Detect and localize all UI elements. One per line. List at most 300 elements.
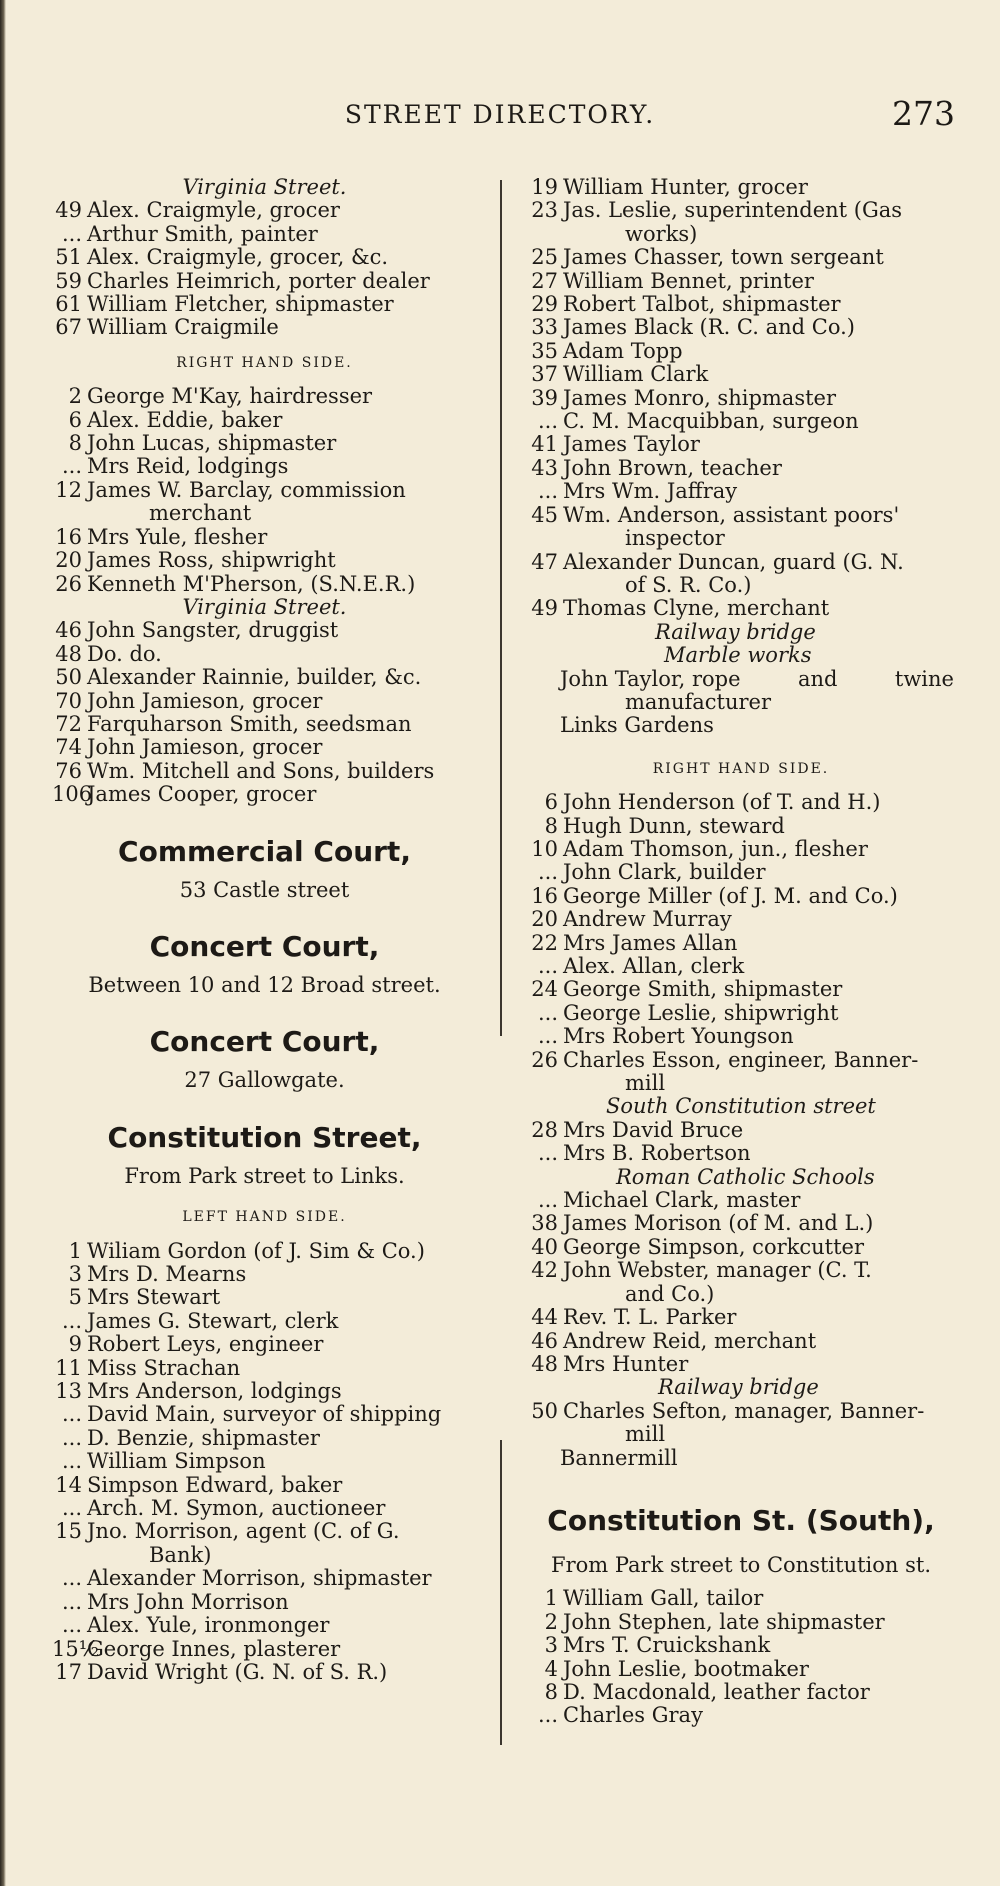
street-number: 49 <box>531 596 558 621</box>
entry-row <box>52 1286 477 1309</box>
entry-list <box>528 1119 954 1166</box>
section-title: Constitution St. (South), <box>547 1503 935 1537</box>
street-number: 76 <box>55 758 82 783</box>
entry-row <box>52 643 477 666</box>
entry-text: Alex. Yule, ironmonger <box>87 1613 330 1638</box>
street-number: 14 <box>55 1472 82 1497</box>
entry-text: and <box>797 666 838 691</box>
entry-row <box>528 410 954 433</box>
entry-text: John Henderson (of T. and H.) <box>563 790 881 815</box>
entry-row <box>52 736 477 759</box>
entry-row <box>52 1263 477 1286</box>
street-number: 28 <box>531 1117 558 1142</box>
street-number: ... <box>61 1496 82 1521</box>
street-number: 41 <box>531 432 558 457</box>
street-number: ... <box>537 409 558 434</box>
entry-text: Charles Heimrich, porter dealer <box>87 268 430 293</box>
entry-row <box>528 815 954 838</box>
entry-row <box>528 1330 954 1353</box>
street-number: 17 <box>55 1659 82 1684</box>
entry-row <box>52 1333 477 1356</box>
entry-text: Simpson Edward, baker <box>87 1472 343 1497</box>
entry-text: John Taylor, rope <box>560 666 741 691</box>
entry-text: Adam Thomson, jun., flesher <box>563 836 868 861</box>
entry-text: Mrs James Allan <box>563 930 738 955</box>
section-title: Concert Court, <box>149 1025 380 1059</box>
street-number: 26 <box>55 571 82 596</box>
entry-text: John Clark, builder <box>563 860 766 885</box>
entry-text: Mrs D. Mearns <box>87 1262 247 1286</box>
entry-text: John Leslie, bootmaker <box>563 1656 809 1681</box>
entry-text: Arthur Smith, painter <box>87 221 318 246</box>
landmark-label: Marble works <box>664 643 812 668</box>
entry-text: George Simpson, corkcutter <box>563 1234 864 1259</box>
street-number: 20 <box>531 907 558 932</box>
street-number: 61 <box>55 292 82 317</box>
entry-row <box>528 1236 954 1259</box>
entry-row <box>52 1427 477 1450</box>
entry-row <box>528 363 954 386</box>
entry-text: John Stephen, late shipmaster <box>563 1609 885 1634</box>
entry-list <box>52 385 477 596</box>
entry-text: C. M. Macquibban, surgeon <box>563 409 859 434</box>
street-number: 45 <box>531 502 558 527</box>
entry-continuation: mill <box>625 1071 666 1096</box>
entry-text: Farquharson Smith, seedsman <box>87 711 412 736</box>
street-number: 49 <box>55 198 82 223</box>
entry-row <box>528 1611 954 1634</box>
entry-text: John Jamieson, grocer <box>87 688 323 713</box>
entry-text: Mrs B. Robertson <box>563 1141 751 1166</box>
street-number: 74 <box>55 735 82 760</box>
entry-row <box>52 760 477 783</box>
entry-row <box>528 1306 954 1329</box>
entry-text: Wm. Mitchell and Sons, builders <box>87 758 435 783</box>
entry-text: John Sangster, druggist <box>87 618 339 643</box>
entry-text: Rev. T. L. Parker <box>563 1305 737 1330</box>
street-number: 43 <box>531 455 558 480</box>
street-number: 3 <box>68 1262 82 1286</box>
street-number: 22 <box>531 930 558 955</box>
street-number: ... <box>61 1449 82 1474</box>
entry-text: William Gall, tailor <box>563 1586 764 1611</box>
street-subheading: Virginia Street. <box>182 594 347 619</box>
entry-text: Adam Topp <box>563 338 683 363</box>
section-subtitle: From Park street to Links. <box>124 1163 405 1188</box>
entry-row <box>52 1450 477 1473</box>
entry-text: James Monro, shipmaster <box>563 385 837 410</box>
left-column <box>52 176 477 1684</box>
entry-text: Hugh Dunn, steward <box>563 813 785 838</box>
street-number: 39 <box>531 385 558 410</box>
landmark-label: Roman Catholic Schools <box>616 1164 875 1189</box>
entry-text: Charles Esson, engineer, Banner- <box>563 1047 919 1072</box>
entry-text: William Craigmile <box>87 315 279 340</box>
street-number: ... <box>537 860 558 885</box>
street-number: 59 <box>55 268 82 293</box>
entry-text: George M'Kay, hairdresser <box>87 384 373 409</box>
entry-text: Alex. Craigmyle, grocer <box>87 198 340 223</box>
entry-row <box>528 199 954 222</box>
entry-row <box>528 861 954 884</box>
entry-row <box>528 387 954 410</box>
entry-text: James G. Stewart, clerk <box>87 1308 339 1333</box>
street-number: 37 <box>531 362 558 387</box>
entry-row <box>528 791 954 814</box>
street-number: 3 <box>544 1633 558 1658</box>
entry-row <box>52 1403 477 1426</box>
entry-text: Alexander Morrison, shipmaster <box>87 1566 432 1591</box>
street-number: ... <box>61 454 82 479</box>
entry-row <box>52 1567 477 1590</box>
entry-text: Jas. Leslie, superintendent (Gas <box>563 198 903 223</box>
street-number: ... <box>61 1589 82 1614</box>
entry-text: David Wright (G. N. of S. R.) <box>87 1659 388 1684</box>
entry-text: Alexander Rainnie, builder, &c. <box>87 665 422 690</box>
entry-row <box>528 551 954 574</box>
street-number: 72 <box>55 711 82 736</box>
street-number: 38 <box>531 1211 558 1236</box>
street-number: 25 <box>531 245 558 270</box>
entry-text: James Morison (of M. and L.) <box>563 1211 874 1236</box>
side-heading: LEFT HAND SIDE. <box>182 1209 347 1226</box>
entry-text: Links Gardens <box>560 713 714 738</box>
street-number: 12 <box>55 477 82 502</box>
entry-text: Andrew Murray <box>563 907 732 932</box>
column-divider-lower <box>500 1440 502 1745</box>
landmark-label: South Constitution street <box>606 1094 876 1119</box>
entry-text: Alex. Craigmyle, grocer, &c. <box>87 245 389 270</box>
street-number: 67 <box>55 315 82 340</box>
entry-row <box>52 1661 477 1684</box>
entry-row <box>528 340 954 363</box>
entry-row <box>52 1240 477 1263</box>
entry-row <box>52 1497 477 1520</box>
section-title: Constitution Street, <box>107 1120 422 1154</box>
entry-row <box>52 549 477 572</box>
entry-list <box>528 791 954 1095</box>
entry-text: Alexander Duncan, guard (G. N. <box>563 549 904 574</box>
entry-row <box>528 668 954 691</box>
street-number: 20 <box>55 548 82 573</box>
entry-text: Bannermill <box>560 1445 678 1470</box>
side-heading: RIGHT HAND SIDE. <box>652 760 830 777</box>
entry-row <box>52 1638 477 1661</box>
entry-row <box>528 457 954 480</box>
entry-text: James Black (R. C. and Co.) <box>563 315 855 340</box>
entry-row <box>528 1212 954 1235</box>
street-number: 48 <box>531 1351 558 1376</box>
street-number: 26 <box>531 1047 558 1072</box>
entry-row <box>52 455 477 478</box>
entry-text: James Chasser, town sergeant <box>563 245 884 270</box>
section-subtitle: 53 Castle street <box>179 877 350 902</box>
street-number: 4 <box>544 1656 558 1681</box>
street-number: 8 <box>544 813 558 838</box>
entry-row <box>528 1189 954 1212</box>
entry-row <box>528 1142 954 1165</box>
entry-row <box>528 1025 954 1048</box>
entry-list <box>528 1400 954 1447</box>
entry-text: twine <box>894 666 954 691</box>
entry-text: George Leslie, shipwright <box>563 1000 839 1025</box>
entry-list <box>52 199 477 339</box>
entry-continuation: Bank) <box>149 1542 212 1567</box>
entry-row <box>528 597 954 620</box>
entry-text: Wm. Anderson, assistant poors' <box>563 502 900 527</box>
entry-text: Thomas Clyne, merchant <box>563 596 830 621</box>
street-number: 23 <box>531 198 558 223</box>
entry-row <box>52 1614 477 1637</box>
section-title: Commercial Court, <box>118 834 411 868</box>
entry-row <box>528 1658 954 1681</box>
entry-text: George Innes, plasterer <box>87 1636 341 1661</box>
street-number: 19 <box>531 175 558 199</box>
page-binding-edge <box>0 0 6 1886</box>
entry-list <box>52 619 477 806</box>
section-subtitle: 27 Gallowgate. <box>184 1068 345 1093</box>
page-number: 273 <box>892 94 955 133</box>
entry-row <box>52 199 477 222</box>
side-heading: RIGHT HAND SIDE. <box>176 354 353 371</box>
entry-text: Michael Clark, master <box>563 1188 801 1213</box>
entry-text: Robert Talbot, shipmaster <box>563 292 841 317</box>
entry-text: George Smith, shipmaster <box>563 977 843 1002</box>
street-number: 50 <box>531 1398 558 1423</box>
entry-text: Andrew Reid, merchant <box>563 1328 817 1353</box>
entry-row <box>52 479 477 502</box>
entry-row <box>52 316 477 339</box>
street-number: 16 <box>531 883 558 908</box>
street-subheading: Virginia Street. <box>182 175 347 199</box>
entry-text: James W. Barclay, commission <box>87 477 406 502</box>
entry-row <box>52 573 477 596</box>
entry-row <box>52 270 477 293</box>
entry-text: Charles Gray <box>563 1703 703 1728</box>
street-number: 15½ <box>52 1636 100 1661</box>
entry-text: Mrs Stewart <box>87 1285 221 1310</box>
street-number: ... <box>61 1566 82 1591</box>
entry-row <box>528 270 954 293</box>
street-number: ... <box>537 954 558 978</box>
entry-row <box>52 1520 477 1543</box>
entry-row <box>528 1400 954 1423</box>
entry-text: Mrs Anderson, lodgings <box>87 1379 342 1404</box>
entry-row <box>528 316 954 339</box>
entry-continuation: inspector <box>625 526 725 551</box>
entry-row <box>528 908 954 931</box>
entry-text: Mrs Wm. Jaffray <box>563 479 738 504</box>
column-divider <box>500 180 502 1036</box>
entry-text: Mrs Robert Youngson <box>563 1024 794 1049</box>
entry-text: D. Macdonald, leather factor <box>563 1679 870 1704</box>
street-number: 13 <box>55 1379 82 1404</box>
street-number: 11 <box>55 1355 82 1380</box>
street-number: 40 <box>531 1234 558 1259</box>
entry-text: D. Benzie, shipmaster <box>87 1425 320 1450</box>
entry-text: John Lucas, shipmaster <box>87 431 337 456</box>
entry-row <box>528 1259 954 1282</box>
street-number: ... <box>537 1024 558 1049</box>
street-number: 10 <box>531 836 558 861</box>
street-number: ... <box>537 479 558 504</box>
street-number: 50 <box>55 665 82 690</box>
entry-text: James Cooper, grocer <box>87 782 317 807</box>
running-title: STREET DIRECTORY. <box>344 100 656 129</box>
section-subtitle: From Park street to Constitution st. <box>551 1552 931 1577</box>
street-number: 8 <box>68 431 82 456</box>
street-number: 48 <box>55 641 82 666</box>
entry-list <box>528 1189 954 1376</box>
entry-row <box>52 526 477 549</box>
entry-row <box>528 176 954 199</box>
entry-text: Do. do. <box>87 641 162 666</box>
entry-row <box>528 1353 954 1376</box>
street-number: 6 <box>68 407 82 432</box>
entry-row <box>528 955 954 978</box>
entry-row <box>528 932 954 955</box>
street-number: 15 <box>55 1519 82 1544</box>
entry-row <box>52 1474 477 1497</box>
entry-text: William Simpson <box>87 1449 266 1474</box>
landmark-label: Railway bridge <box>658 1375 819 1400</box>
entry-row <box>52 409 477 432</box>
entry-text: Mrs Yule, flesher <box>87 524 268 549</box>
street-number: ... <box>537 1188 558 1213</box>
street-number: 46 <box>55 618 82 643</box>
entry-text: David Main, surveyor of shipping <box>87 1402 442 1427</box>
entry-row <box>528 1634 954 1657</box>
street-number: ... <box>61 1613 82 1638</box>
entry-row <box>52 690 477 713</box>
entry-row <box>52 713 477 736</box>
entry-text: Kenneth M'Pherson, (S.N.E.R.) <box>87 571 416 596</box>
street-number: 1 <box>544 1586 558 1611</box>
street-number: 8 <box>544 1679 558 1704</box>
street-number: 51 <box>55 245 82 270</box>
entry-list <box>52 1240 477 1685</box>
entry-row <box>528 1119 954 1142</box>
entry-row <box>52 1591 477 1614</box>
entry-continuation: mill <box>625 1422 666 1447</box>
entry-text: George Miller (of J. M. and Co.) <box>563 883 898 908</box>
entry-row <box>528 433 954 456</box>
street-number: 35 <box>531 338 558 363</box>
entry-text: Jno. Morrison, agent (C. of G. <box>87 1519 400 1544</box>
entry-row <box>52 293 477 316</box>
street-number: 33 <box>531 315 558 340</box>
entry-list <box>528 1587 954 1727</box>
entry-text: Alex. Eddie, baker <box>87 407 283 432</box>
entry-continuation: of S. R. Co.) <box>625 572 752 597</box>
street-number: ... <box>61 221 82 246</box>
entry-text: William Fletcher, shipmaster <box>87 292 394 317</box>
entry-row <box>528 1681 954 1704</box>
street-number: 6 <box>544 790 558 815</box>
entry-text: Miss Strachan <box>87 1355 241 1380</box>
entry-text: Mrs David Bruce <box>563 1117 744 1142</box>
entry-text: Alex. Allan, clerk <box>563 954 745 978</box>
landmark-label: Railway bridge <box>655 619 816 644</box>
entry-text: William Hunter, grocer <box>563 175 808 199</box>
entry-row <box>52 223 477 246</box>
entry-text: William Bennet, printer <box>563 268 814 293</box>
street-number: 106 <box>52 782 93 807</box>
street-number: 70 <box>55 688 82 713</box>
entry-row <box>528 978 954 1001</box>
entry-row <box>52 666 477 689</box>
entry-row <box>52 783 477 806</box>
entry-row <box>528 838 954 861</box>
entry-row <box>528 1704 954 1727</box>
entry-row <box>52 385 477 408</box>
street-number: 47 <box>531 549 558 574</box>
entry-continuation: and Co.) <box>625 1281 715 1306</box>
entry-row <box>52 1310 477 1333</box>
entry-text: Mrs John Morrison <box>87 1589 289 1614</box>
entry-row <box>528 246 954 269</box>
entry-text: John Webster, manager (C. T. <box>563 1258 872 1283</box>
street-number: ... <box>61 1308 82 1333</box>
entry-text: Wiliam Gordon (of J. Sim & Co.) <box>87 1238 425 1263</box>
entry-row <box>52 246 477 269</box>
entry-text: Mrs Reid, lodgings <box>87 454 289 479</box>
entry-text: Mrs Hunter <box>563 1351 689 1376</box>
street-number: ... <box>537 1703 558 1728</box>
entry-row <box>528 885 954 908</box>
entry-text: Robert Leys, engineer <box>87 1332 324 1357</box>
street-number: 27 <box>531 268 558 293</box>
entry-text: John Brown, teacher <box>563 455 782 480</box>
street-number: 46 <box>531 1328 558 1353</box>
street-number: 16 <box>55 524 82 549</box>
entry-text: John Jamieson, grocer <box>87 735 323 760</box>
entry-row <box>52 1380 477 1403</box>
entry-row <box>528 480 954 503</box>
entry-text: Mrs T. Cruickshank <box>563 1633 771 1658</box>
entry-list <box>528 176 954 621</box>
entry-text: William Clark <box>563 362 709 387</box>
entry-text: James Taylor <box>563 432 700 457</box>
entry-row <box>528 293 954 316</box>
entry-row <box>528 1587 954 1610</box>
street-number: ... <box>61 1402 82 1427</box>
section-title: Concert Court, <box>149 929 380 963</box>
entry-continuation: manufacturer <box>625 689 772 714</box>
street-number: ... <box>537 1141 558 1166</box>
street-number: 42 <box>531 1258 558 1283</box>
street-number: 44 <box>531 1305 558 1330</box>
right-column <box>528 176 954 1728</box>
street-number: ... <box>537 1000 558 1025</box>
entry-continuation: merchant <box>149 501 252 526</box>
street-number: 2 <box>68 384 82 409</box>
street-number: 5 <box>68 1285 82 1310</box>
entry-continuation: works) <box>625 221 698 246</box>
entry-text: James Ross, shipwright <box>87 548 336 573</box>
street-number: 1 <box>68 1238 82 1263</box>
entry-row <box>52 619 477 642</box>
street-number: 24 <box>531 977 558 1002</box>
entry-row <box>52 432 477 455</box>
street-number: ... <box>61 1425 82 1450</box>
entry-text: Charles Sefton, manager, Banner- <box>563 1398 925 1423</box>
section-subtitle: Between 10 and 12 Broad street. <box>88 972 441 997</box>
entry-row <box>52 1357 477 1380</box>
entry-text: Arch. M. Symon, auctioneer <box>87 1496 386 1521</box>
street-number: 29 <box>531 292 558 317</box>
entry-row <box>528 1049 954 1072</box>
